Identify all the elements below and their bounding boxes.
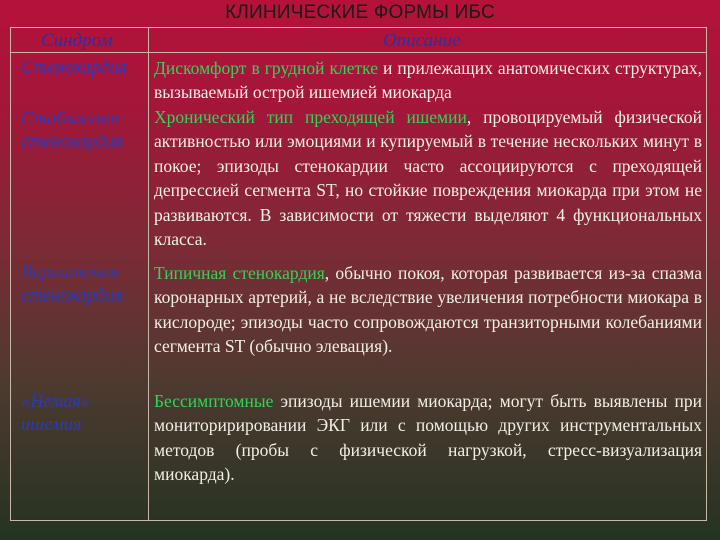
syndrome-name: Стенокардия [21,58,128,78]
description-cell [154,56,702,105]
description-highlight: Дискомфорт в грудной клетке [154,58,378,78]
description-highlight: Бессимптомные [154,391,274,411]
description-highlight: Хронический тип преходящей ишемии [154,107,467,127]
syndrome-name: стенокардия [21,286,123,306]
description-text: и прилежащих анатомических структурах, вызываемый острой ишемией миокарда [154,58,702,103]
syndrome-name: стенокардия [21,132,123,152]
slide-title: КЛИНИЧЕСКИЕ ФОРМЫ ИБС [225,2,495,23]
description-text: эпизоды ишемии миокарда; могут быть выявлены при мониторирировании ЭКГ или с помощью других инструментальных методов (пробы с физической нагрузкой, стресс-визуализация миокарда). [154,391,702,485]
description-text: , провоцируемый физической активностью или эмоциями и купируемый в течение нескольких минут в покое; эпизоды стенокардии часто ассоциируются с преходящей депрессией сегмента ST, но стойкие повреждения миокарда при этом не развиваются. В зависимости от тяжести выделяют 4 функциональных класса. [154,107,702,250]
syndrome-cell [21,108,146,154]
column-divider [148,28,149,520]
syndrome-name: «Немая» [21,392,91,412]
syndrome-cell [21,57,146,80]
description-text: , обычно покоя, которая развивается из-за спазма коронарных артерий, а не вследствие увеличения потребности миокара в кислороде; эпизоды часто сопровождаются транзиторными колебаниями сегмента ST (обычно элевация). [154,263,702,357]
syndrome-name: Стабильная [21,109,119,129]
description-cell [154,105,702,251]
header-syndrome: Синдром [41,30,113,51]
ihd-forms-table [10,27,707,521]
syndrome-cell [21,391,146,437]
syndrome-name: Вариантная [21,263,119,283]
syndrome-cell [21,262,146,308]
syndrome-name: ишемия [21,415,82,435]
description-cell [154,261,702,359]
description-cell [154,389,702,487]
header-description: Описание [383,30,461,51]
description-highlight: Типичная стенокардия [154,263,325,283]
header-divider [11,52,706,53]
